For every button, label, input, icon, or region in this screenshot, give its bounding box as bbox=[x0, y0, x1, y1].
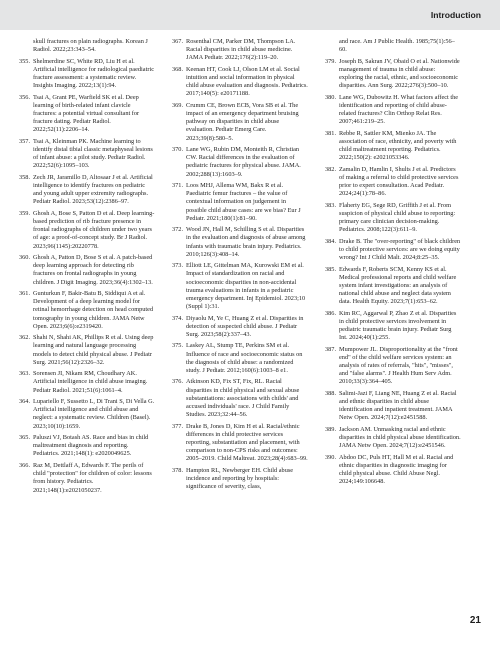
reference-number: 377. bbox=[172, 422, 184, 430]
reference-number: 376. bbox=[172, 378, 184, 386]
reference-number: 375. bbox=[172, 342, 184, 350]
reference-text: Sorensen JI, Nikam RM, Choudhary AK. Artificial intelligence in child abuse imaging. Pediatr Radiol. 2021;51(6):1061–4. bbox=[33, 370, 148, 394]
reference-number: 380. bbox=[325, 93, 337, 101]
reference-number: 360. bbox=[19, 254, 31, 262]
reference-number: 366. bbox=[19, 462, 31, 470]
reference-text: Laskey AL, Stump TE, Perkins SM et al. Influence of race and socioeconomic status on the diagnosis of child abuse: a randomized study. J Pediatr. 2012;160(6):1003–8 e1. bbox=[186, 342, 303, 374]
reference-entry bbox=[172, 102, 308, 143]
reference-text: Elliott LE, Gittelman MA, Kurowski EM et al. Impact of standardization on racial and socioeconomic disparities in non-accidental trauma evaluations in infants in a pediatric emergency department. Inj Epidemiol. 2023;10 (Suppl 1):31. bbox=[186, 262, 306, 311]
reference-entry bbox=[19, 94, 155, 135]
reference-text: Wood JN, Hall M, Schilling S et al. Disparities in the evaluation and diagnosis of abuse among infants with traumatic brain injury. Pediatrics. 2010;126(3):408–14. bbox=[186, 226, 306, 258]
reference-entry bbox=[172, 423, 308, 464]
reference-entry bbox=[172, 182, 308, 223]
reference-entry bbox=[172, 146, 308, 179]
reference-entry bbox=[19, 210, 155, 251]
reference-text: Abdoo DC, Puls HT, Hall M et al. Racial and ethnic disparities in diagnostic imaging for child physical abuse. Child Abuse Negl. 2024;149:106648. bbox=[339, 453, 454, 486]
reference-entry bbox=[172, 38, 308, 62]
reference-text: Gunturkun F, Bakir-Batu B, Siddiqui A et al. Development of a deep learning model for retinal hemorrhage detection on head computed tomography in young children. JAMA Netw Open. 2023;6(6):e2319420. bbox=[33, 290, 154, 330]
reference-text: skull fractures on plain radiographs. Korean J Radiol. 2022;23:343–54. bbox=[33, 38, 148, 54]
reference-entry bbox=[172, 226, 308, 259]
reference-entry bbox=[19, 254, 155, 287]
reference-entry bbox=[172, 467, 308, 491]
reference-text: Rosenthal CM, Parker DM, Thompson LA. Racial disparities in child abuse medicine. JAMA Pediatr. 2022;176(2):119–20. bbox=[186, 38, 296, 62]
reference-entry bbox=[325, 130, 461, 163]
reference-number: 359. bbox=[19, 209, 31, 217]
reference-number: 378. bbox=[172, 466, 184, 474]
reference-entry bbox=[172, 66, 308, 99]
reference-entry bbox=[19, 398, 155, 431]
reference-number: 358. bbox=[19, 173, 31, 181]
reference-text: Atkinson KD, Fix ST, Fix, RL. Racial disparities in child physical and sexual abuse substantiations: associations with childs' and accused individuals' race. J Child Family Studies. 2023;32:44–56. bbox=[186, 378, 300, 419]
reference-text: Rebbe R, Sattler KM, Mienko JA. The association of race, ethnicity, and poverty with child maltreatment reporting. Pediatrics. 2022;150(2): e2021053346. bbox=[339, 129, 457, 162]
reference-entry bbox=[19, 434, 155, 458]
reference-text: Raz M, Dettlaff A, Edwards F. The perils of child "protection" for children of color: lessons from history. Pediatrics. 2021;148(1):e2021050237. bbox=[33, 462, 152, 494]
reference-text: Lane WG, Dubowitz H. What factors affect the identification and reporting of child abuse-related fractures? Clin Orthop Relat Res. 2007;461:219–25. bbox=[339, 93, 459, 126]
reference-entry bbox=[19, 38, 155, 54]
reference-text: and race. Am J Public Health. 1985;75(1):56–60. bbox=[339, 38, 455, 54]
reference-text: Kim RC, Aggarwal P, Zhao Z et al. Disparities in child protective services involvement in pediatric traumatic brain injury. Pediatr Surg Int. 2024;40(1):255. bbox=[339, 309, 457, 342]
reference-text: Keenan HT, Cook LJ, Olson LM et al. Social intuition and social information in physical child abuse evaluation and diagnosis. Pediatrics. 2017;140(5): e20171188. bbox=[186, 65, 308, 98]
reference-number: 369. bbox=[172, 101, 184, 109]
reference-number: 390. bbox=[325, 453, 337, 461]
reference-number: 374. bbox=[172, 314, 184, 322]
reference-entry bbox=[325, 310, 461, 343]
reference-text: Salimi-Jazi F, Liang NE, Huang Z et al. Racial and ethnic disparities in child abuse identification and inpatient treatment. JAMA Netw Open. 2024;7(12):e2451588. bbox=[339, 390, 457, 422]
reference-text: Crumm CE, Brown ECB, Vora SB et al. The impact of an emergency department bruising pathway on disparities in child abuse evaluation. Pediatr Emerg Care. 2023;39(8):580–5. bbox=[186, 101, 299, 142]
reference-entry bbox=[19, 138, 155, 171]
reference-number: 364. bbox=[19, 398, 31, 406]
reference-text: Flaherty EG, Sege RD, Griffith J et al. From suspicion of physical child abuse to reporting: primary care clinician decision-making. Pediatrics. 2008;122(3):611–9. bbox=[339, 201, 456, 234]
page-number: 21 bbox=[469, 615, 481, 626]
reference-number: 362. bbox=[19, 334, 31, 342]
reference-number: 357. bbox=[19, 137, 31, 145]
reference-entry bbox=[325, 238, 461, 262]
reference-text: Loos MHJ, Allema WM, Bakx R et al. Paediatric femur fractures – the value of contextual information on judgement in possible child abuse cases: are we bias? Eur J Pediatr. 2021;180(1):81–90. bbox=[186, 182, 301, 222]
reference-entry bbox=[325, 426, 461, 450]
reference-text: Lane WG, Rubin DM, Monteith R, Christian CW. Racial differences in the evaluation of pediatric fractures for physical abuse. JAMA. 2002;288(13):1603–9. bbox=[186, 146, 301, 178]
reference-entry bbox=[325, 202, 461, 235]
reference-number: 384. bbox=[325, 237, 337, 245]
reference-number bbox=[325, 38, 339, 54]
reference-entry bbox=[19, 370, 155, 394]
reference-number: 373. bbox=[172, 262, 184, 270]
reference-column-3 bbox=[325, 38, 461, 490]
reference-number: 370. bbox=[172, 146, 184, 154]
reference-entry bbox=[325, 94, 461, 127]
reference-number: 379. bbox=[325, 57, 337, 65]
reference-number: 368. bbox=[172, 65, 184, 73]
reference-number: 388. bbox=[325, 390, 337, 397]
reference-entry bbox=[19, 462, 155, 495]
reference-entry bbox=[325, 454, 461, 487]
reference-entry bbox=[19, 58, 155, 91]
reference-text: Zech JR, Jaramillo D, Altosaar J et al. Artificial intelligence to identify fractures on pediatric and young adult upper extremity radiographs. Pediatr Radiol. 2023;53(12):2386–97. bbox=[33, 173, 153, 206]
reference-entry bbox=[325, 166, 461, 199]
reference-text: Tsai A, Kleinman PK. Machine learning to identify distal tibial classic metaphyseal lesions of infant abuse: a pilot study. Pediatr Radiol. 2022;52(6):1095–103. bbox=[33, 137, 153, 170]
reference-entry bbox=[325, 38, 461, 54]
reference-number: 371. bbox=[172, 182, 184, 190]
header-band bbox=[0, 0, 500, 30]
reference-text: Diyaolu M, Ye C, Huang Z et al. Disparities in detection of suspected child abuse. J Pediatr Surg. 2023;58(2):337–43. bbox=[186, 314, 304, 338]
reference-text: Lupariello F, Sussetto L, Di Trani S, Di Vella G. Artificial intelligence and child abuse and neglect: a systematic review. Children (Basel). 2023;10(10):1659. bbox=[33, 398, 155, 430]
reference-entry bbox=[19, 290, 155, 331]
reference-column-2 bbox=[172, 38, 308, 495]
reference-text: Mumpower JL. Disproportionality at the "front end" of the child welfare services system: an analysis of rates of referrals, "hits", "misses", and "false alarms". J Health Hum Serv Adm. 2010;33(3):364–405. bbox=[339, 345, 458, 386]
reference-number: 355. bbox=[19, 57, 31, 65]
reference-number: 385. bbox=[325, 265, 337, 273]
reference-text: Hampton RL, Newberger EH. Child abuse incidence and reporting by hospitals: significance of severity, class, bbox=[186, 466, 294, 491]
reference-column-1 bbox=[19, 38, 155, 498]
reference-entry bbox=[325, 390, 461, 423]
section-title: Introduction bbox=[430, 10, 481, 20]
reference-text: Drake B, Jones D, Kim H et al. Racial/ethnic differences in child protective services reporting, substantiation and placement, with comparison to non-CPS risks and outcomes: 2005–2019. Child Maltreat. 2023;28(4):683–99. bbox=[186, 422, 308, 463]
reference-text: Tsai A, Grant PE, Warfield SK et al. Deep learning of birth-related infant clavicle fractures: a potential virtual consultant for fracture dating. Pediatr Radiol. 2022;52(11):2206–14. bbox=[33, 93, 140, 134]
reference-number: 382. bbox=[325, 165, 337, 173]
reference-number bbox=[19, 38, 33, 54]
reference-number: 356. bbox=[19, 93, 31, 101]
reference-text: Joseph B, Sakran JV, Obaid O et al. Nationwide management of trauma in child abuse: exploring the racial, ethnic, and socioeconomic disparities. Ann Surg. 2022;276(3):500–10. bbox=[339, 57, 460, 90]
reference-text: Shahi N, Shahi AK, Phillips R et al. Using deep learning and natural language processing models to detect child physical abuse. J Pediatr Surg. 2021;56(12):2326–32. bbox=[33, 334, 154, 366]
reference-number: 383. bbox=[325, 201, 337, 209]
reference-number: 365. bbox=[19, 434, 31, 442]
reference-entry bbox=[172, 378, 308, 419]
reference-number: 381. bbox=[325, 129, 337, 137]
reference-number: 363. bbox=[19, 370, 31, 378]
reference-entry bbox=[325, 58, 461, 91]
reference-text: Zamalin D, Hamlin I, Shults J et al. Predictors of making a referral to child protective services prior to expert consultation. Acad Pediatr. 2024;24(1):78–86. bbox=[339, 165, 459, 198]
reference-number: 389. bbox=[325, 426, 337, 434]
reference-text: Paluszi VJ, Botash AS. Race and bias in child maltreatment diagnosis and reporting. Pediatrics. 2021;148(1): e2020049625. bbox=[33, 434, 149, 458]
reference-entry bbox=[172, 342, 308, 375]
reference-entry bbox=[172, 315, 308, 339]
reference-text: Jackson AM. Unmasking racial and ethnic disparities in child physical abuse identification. JAMA Netw Open. 2024;7(12):e2451546. bbox=[339, 426, 461, 450]
reference-number: 387. bbox=[325, 345, 337, 353]
reference-text: Edwards F, Roberts SCM, Kenny KS et al. Medical professional reports and child welfare system infant investigations: an analysis of national child abuse and neglect data system data. Health Equity. 2023;7(1):653–62. bbox=[339, 265, 457, 306]
reference-number: 367. bbox=[172, 38, 184, 45]
reference-text: Ghosh A, Patton D, Bose S et al. A patch-based deep learning approach for detecting rib fractures on frontal radiographs in young children. J Digit Imaging. 2023;36(4):1302–13. bbox=[33, 254, 153, 286]
reference-number: 372. bbox=[172, 226, 184, 234]
reference-text: Ghosh A, Bose S, Patton D et al. Deep learning-based prediction of rib fracture presence in frontal radiographs of children under two years of age: a proof-of-concept study. Br J Radiol. 2023;96(1145):20220778. bbox=[33, 209, 155, 250]
reference-entry bbox=[325, 266, 461, 307]
reference-entry bbox=[325, 346, 461, 387]
reference-entry bbox=[19, 334, 155, 367]
reference-entry bbox=[172, 262, 308, 311]
reference-text: Shelmerdine SC, White RD, Liu H et al. Artificial intelligence for radiological paediatric fracture assessment: a systematic review. Insights Imaging. 2022;13(1):94. bbox=[33, 57, 154, 90]
reference-number: 361. bbox=[19, 290, 31, 298]
reference-entry bbox=[19, 174, 155, 207]
reference-text: Drake B. The "over-reporting" of black children to child protective services: are we doing equity wrong? Int J Child Malt. 2024;8:25–35. bbox=[339, 237, 461, 262]
reference-number: 386. bbox=[325, 309, 337, 317]
